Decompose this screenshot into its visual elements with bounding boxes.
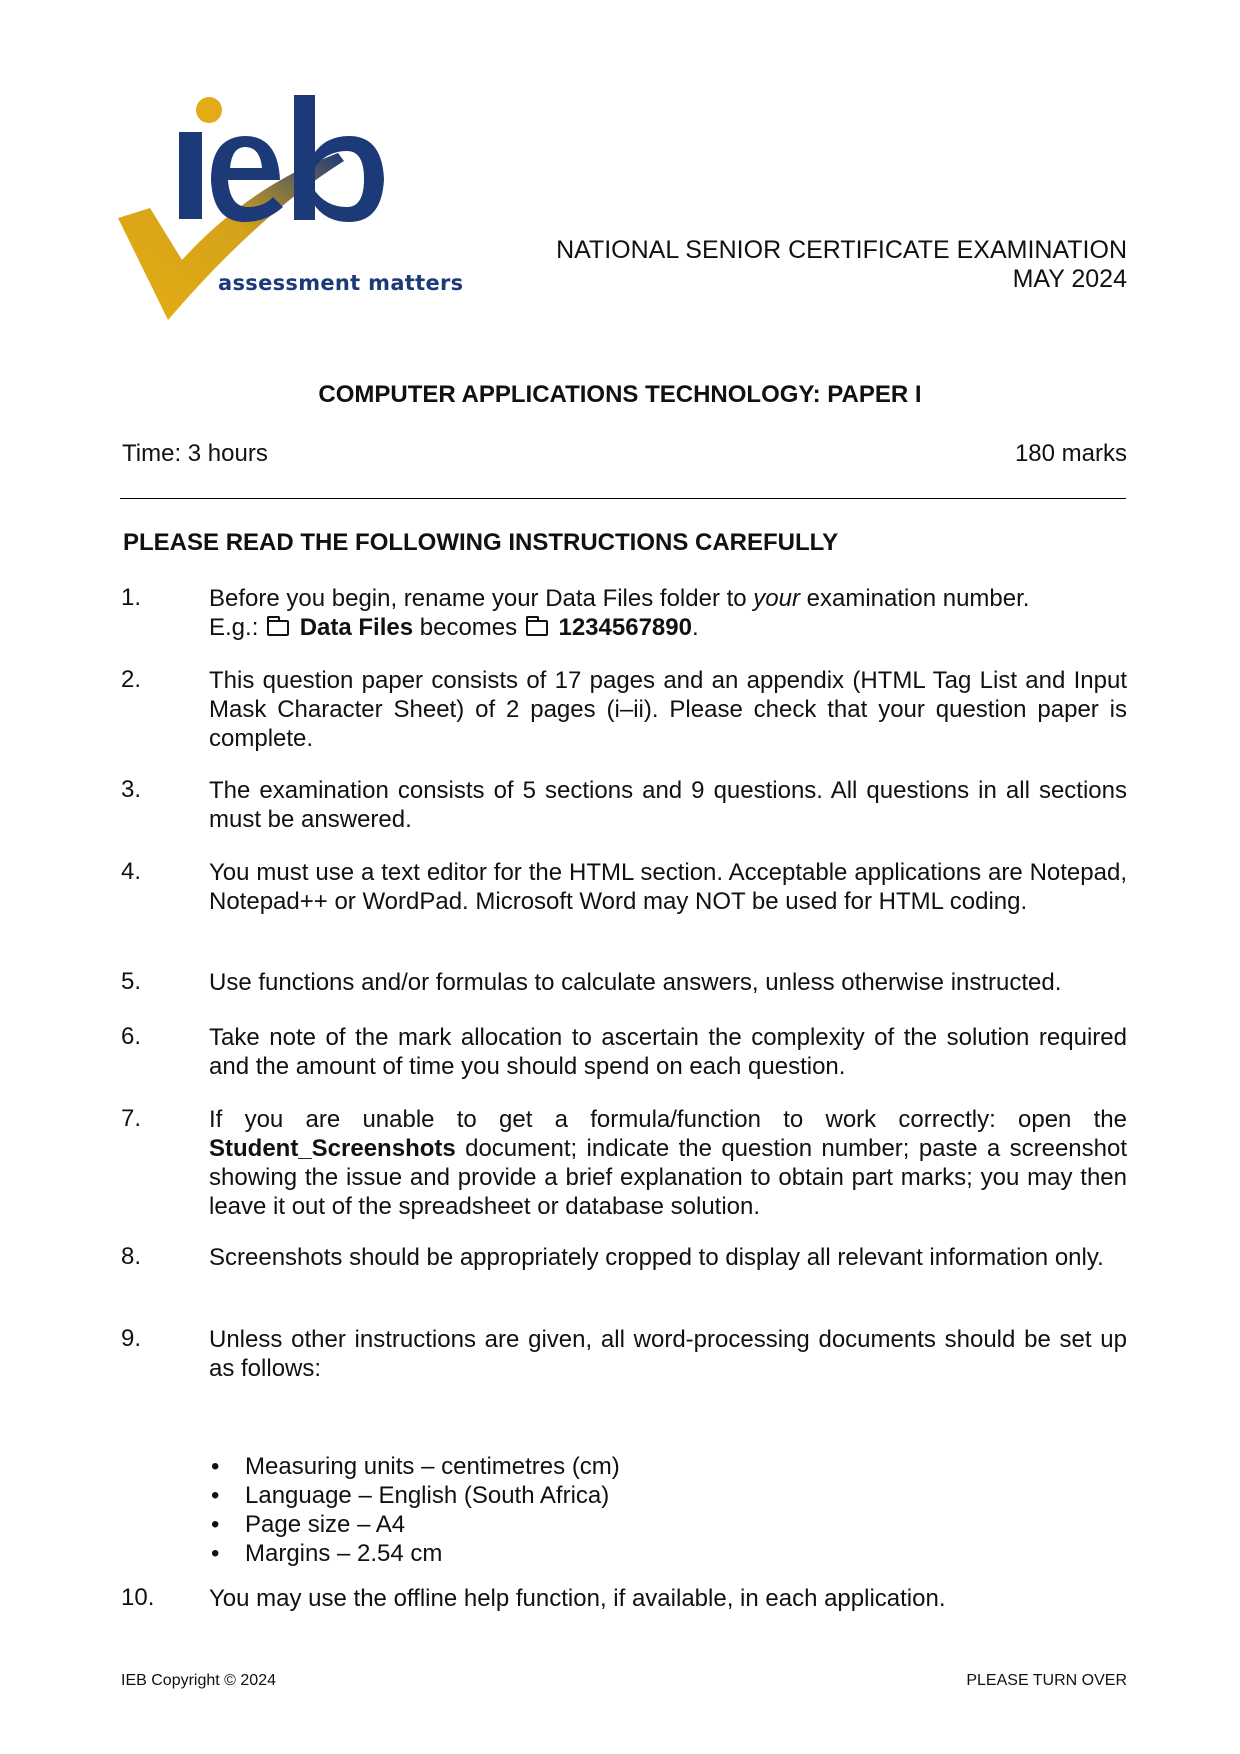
student-screenshots-doc: Student_Screenshots xyxy=(209,1135,456,1162)
folder-icon xyxy=(267,620,289,636)
bullet: • xyxy=(211,1453,220,1480)
list-item-text: Page size – A4 xyxy=(245,1511,406,1538)
ieb-logo xyxy=(118,95,468,325)
list-item xyxy=(209,1481,620,1510)
instruction-number: 4. xyxy=(121,858,142,885)
footer-copyright: IEB Copyright © 2024 xyxy=(121,1672,276,1689)
instruction-text: Before you begin, rename your Data Files folder to xyxy=(209,585,754,612)
list-item-text: Margins – 2.54 cm xyxy=(245,1540,443,1567)
bullet: • xyxy=(211,1540,220,1567)
instruction-number: 8. xyxy=(121,1243,142,1270)
instruction-1 xyxy=(209,584,1127,642)
instruction-8: Screenshots should be appropriately cropped to display all relevant information only. xyxy=(209,1244,1104,1271)
exam-date: MAY 2024 xyxy=(1012,265,1127,293)
bullet: • xyxy=(211,1482,220,1509)
instruction-number: 5. xyxy=(121,968,142,995)
exam-time: Time: 3 hours xyxy=(122,440,268,467)
instruction-6: Take note of the mark allocation to ascertain the complexity of the solution required and the amount of time you should spend on each question. xyxy=(209,1024,1127,1080)
instruction-number: 3. xyxy=(121,776,142,803)
instruction-number: 7. xyxy=(121,1105,142,1132)
instruction-7 xyxy=(209,1105,1127,1221)
exam-header xyxy=(556,236,1127,294)
folder-name-new: 1234567890 xyxy=(558,614,692,641)
instruction-emphasis: your xyxy=(753,585,800,612)
instruction-text: If you are unable to get a formula/function to work correctly: open the xyxy=(209,1106,1127,1133)
instructions-heading: PLEASE READ THE FOLLOWING INSTRUCTIONS CAREFULLY xyxy=(123,529,839,556)
paper-title: COMPUTER APPLICATIONS TECHNOLOGY: PAPER I xyxy=(318,381,922,408)
instruction-4: You must use a text editor for the HTML section. Acceptable applications are Notepad, Notepad++ or WordPad. Microsoft Word may NOT be used for HTML coding. xyxy=(209,859,1127,915)
list-item xyxy=(209,1539,620,1568)
folder-icon xyxy=(526,620,548,636)
instruction-number: 10. xyxy=(121,1584,155,1611)
bullet: • xyxy=(211,1511,220,1538)
instruction-number: 6. xyxy=(121,1023,142,1050)
instruction-9: Unless other instructions are given, all word-processing documents should be set up as follows: xyxy=(209,1326,1127,1382)
instruction-text: document; indicate the question number; paste a screenshot showing the issue and provide a brief explanation to obtain part marks; you may then leave it out of the spreadsheet or database solution. xyxy=(209,1135,1127,1220)
list-item xyxy=(209,1510,620,1539)
list-item-text: Measuring units – centimetres (cm) xyxy=(245,1453,620,1480)
list-item-text: Language – English (South Africa) xyxy=(245,1482,610,1509)
instruction-2: This question paper consists of 17 pages and an appendix (HTML Tag List and Input Mask Character Sheet) of 2 pages (i–ii). Please check that your question paper is complete. xyxy=(209,667,1127,752)
instruction-number: 2. xyxy=(121,666,142,693)
instruction-3: The examination consists of 5 sections and 9 questions. All questions in all sections must be answered. xyxy=(209,777,1127,833)
instruction-text: . xyxy=(691,614,699,641)
list-item xyxy=(209,1452,620,1481)
instruction-1-line1 xyxy=(209,584,1127,613)
instruction-number: 9. xyxy=(121,1325,142,1352)
exam-marks: 180 marks xyxy=(1014,440,1127,467)
footer-turn-over: PLEASE TURN OVER xyxy=(966,1672,1127,1689)
instruction-text: E.g.: xyxy=(209,614,266,641)
instruction-10: You may use the offline help function, if available, in each application. xyxy=(209,1585,946,1612)
instruction-1-line2 xyxy=(209,613,1127,642)
exam-name: NATIONAL SENIOR CERTIFICATE EXAMINATION xyxy=(556,236,1127,264)
instruction-number: 1. xyxy=(121,584,142,611)
instruction-5: Use functions and/or formulas to calculate answers, unless otherwise instructed. xyxy=(209,969,1062,996)
instruction-text: examination number. xyxy=(799,585,1030,612)
document-settings-list xyxy=(209,1452,620,1568)
folder-name-old: Data Files xyxy=(299,614,414,641)
logo-tagline: assessment matters xyxy=(218,271,464,295)
header-divider xyxy=(120,498,1126,499)
instruction-text: becomes xyxy=(413,614,524,641)
